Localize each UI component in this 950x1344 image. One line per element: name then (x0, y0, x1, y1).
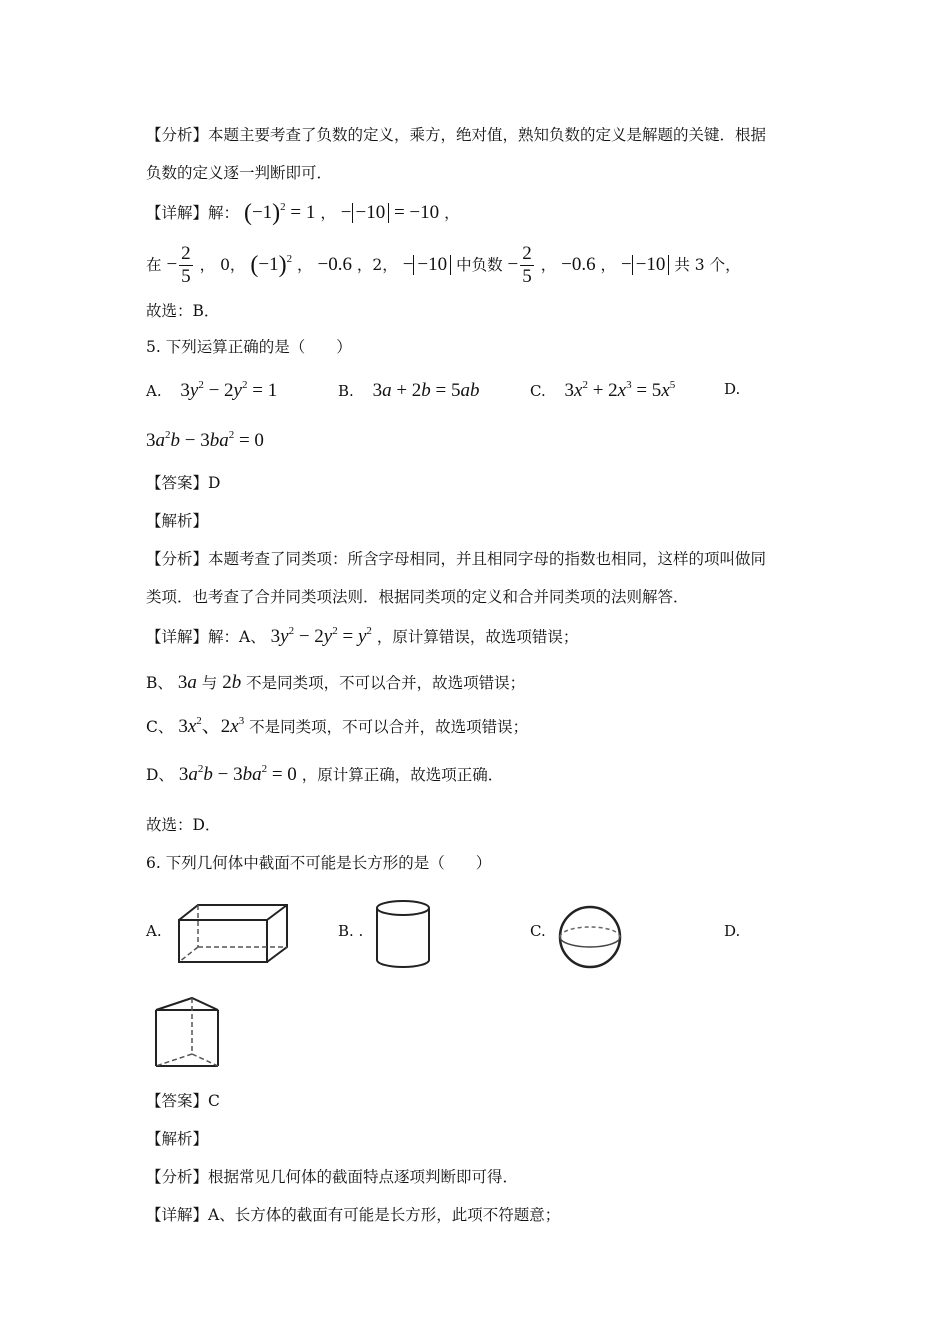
math-expr: − $\frac{2}{5}$ (507, 243, 532, 288)
math-expr: $3y^2 - 2y^2 = y^2$ (270, 625, 372, 647)
text-mid: 中负数 (456, 256, 503, 274)
option-label: A. (146, 382, 162, 400)
text-post: 不是同类项，不可以合并，故选项错误； (249, 718, 529, 736)
math-expr: −0.6 (317, 254, 352, 275)
solution-q6-a: 【详解】A、长方体的截面有可能是长方形，此项不符题意； (146, 1206, 561, 1224)
math-expr: 2b (222, 672, 242, 693)
sphere-figure (557, 904, 623, 970)
solution-line-2 (146, 242, 741, 288)
solution-q5-c (146, 716, 528, 738)
solution-label: 【详解】解： (146, 204, 240, 222)
analysis-line-1: 【分析】本题主要考查了负数的定义，乘方，绝对值，熟知负数的定义是解题的关键．根据 (146, 126, 767, 144)
text-pre: D、 (146, 766, 174, 784)
text-post: ，原计算错误，故选项错误； (376, 628, 579, 646)
text-end: 共 3 个， (674, 256, 741, 274)
solution-q5-b (146, 672, 525, 694)
math-expr: − −10 (403, 254, 451, 275)
solution-q5-d (146, 764, 503, 786)
math-expr: −0.6 (561, 254, 596, 275)
option-b-q6-label: B. . (338, 922, 364, 940)
math-expr: 3a (177, 672, 197, 693)
text-two: ，2， (356, 256, 398, 274)
analysis-q5-line-2: 类项．也考查了合并同类项法则．根据同类项的定义和合并同类项的法则解答． (146, 588, 689, 606)
math-expr: $3x^2 + 2x^3 = 5x^5$ (564, 379, 676, 401)
text-zero: 0， (220, 256, 246, 274)
option-c-q6-label: C. (530, 922, 546, 940)
cuboid-figure (176, 902, 292, 966)
option-label: B. (338, 382, 354, 400)
math-expr: 3a + 2b = 5ab (372, 380, 480, 401)
comma: ， (199, 256, 216, 274)
math-expr: $(-1)^2$ (250, 252, 293, 278)
text-post: 不是同类项，不可以合并，故选项错误； (246, 674, 526, 692)
math-expr: $3x^2$、$2x^3$ (178, 715, 245, 737)
comma: ， (444, 204, 460, 222)
option-a-q5 (146, 380, 277, 402)
option-d-q5-expr (146, 430, 264, 452)
math-expr: − −10 (621, 254, 669, 275)
math-expr: $3a^2b - 3ba^2 = 0$ (146, 429, 264, 451)
cylinder-figure (374, 898, 432, 970)
math-expr: $3y^2 - 2y^2 = 1$ (180, 379, 278, 401)
math-expr: − −10 = −10 (340, 202, 440, 223)
selection-q5: 故选：D． (146, 816, 221, 834)
math-expr: $(-1)^2 = 1$ (243, 200, 316, 226)
analysis-q5-line-1: 【分析】本题考查了同类项：所含字母相同，并且相同字母的指数也相同，这样的项叫做同 (146, 550, 767, 568)
answer-q6: 【答案】C (146, 1092, 220, 1110)
option-b-q5 (338, 380, 480, 402)
text-post: ，原计算正确，故选项正确． (301, 766, 504, 784)
option-a-q6-label: A. (146, 922, 162, 940)
comma: ， (600, 256, 617, 274)
text-pre: B、 (146, 674, 173, 692)
text-in: 在 (146, 256, 162, 274)
solution-q5-a (146, 626, 578, 648)
text-mid: 与 (201, 674, 218, 692)
question-6: 6. 下列几何体中截面不可能是长方形的是（ ） (146, 854, 492, 872)
question-5: 5. 下列运算正确的是（ ） (146, 338, 352, 356)
analysis-q6: 【分析】根据常见几何体的截面特点逐项判断即可得． (146, 1168, 519, 1186)
text-pre: 【详解】解：A、 (146, 628, 266, 646)
answer-q5: 【答案】D (146, 474, 221, 492)
analysis-heading-q5: 【解析】 (146, 512, 209, 530)
math-expr: $3a^2b - 3ba^2 = 0$ (178, 763, 297, 785)
comma: ， (297, 256, 313, 274)
math-expr: − $\frac{2}{5}$ (166, 243, 191, 288)
comma: ， (540, 256, 557, 274)
text-pre: C、 (146, 718, 174, 736)
option-label: C. (530, 382, 546, 400)
analysis-line-2: 负数的定义逐一判断即可． (146, 164, 333, 182)
option-d-q5: D. (724, 380, 741, 398)
selection-q4: 故选：B． (146, 302, 220, 320)
comma: ， (320, 204, 336, 222)
option-d-q6-label: D. (724, 922, 741, 940)
analysis-heading-q6: 【解析】 (146, 1130, 209, 1148)
triangular-prism-figure (152, 994, 224, 1070)
option-c-q5 (530, 380, 675, 402)
solution-line-1 (146, 202, 460, 224)
